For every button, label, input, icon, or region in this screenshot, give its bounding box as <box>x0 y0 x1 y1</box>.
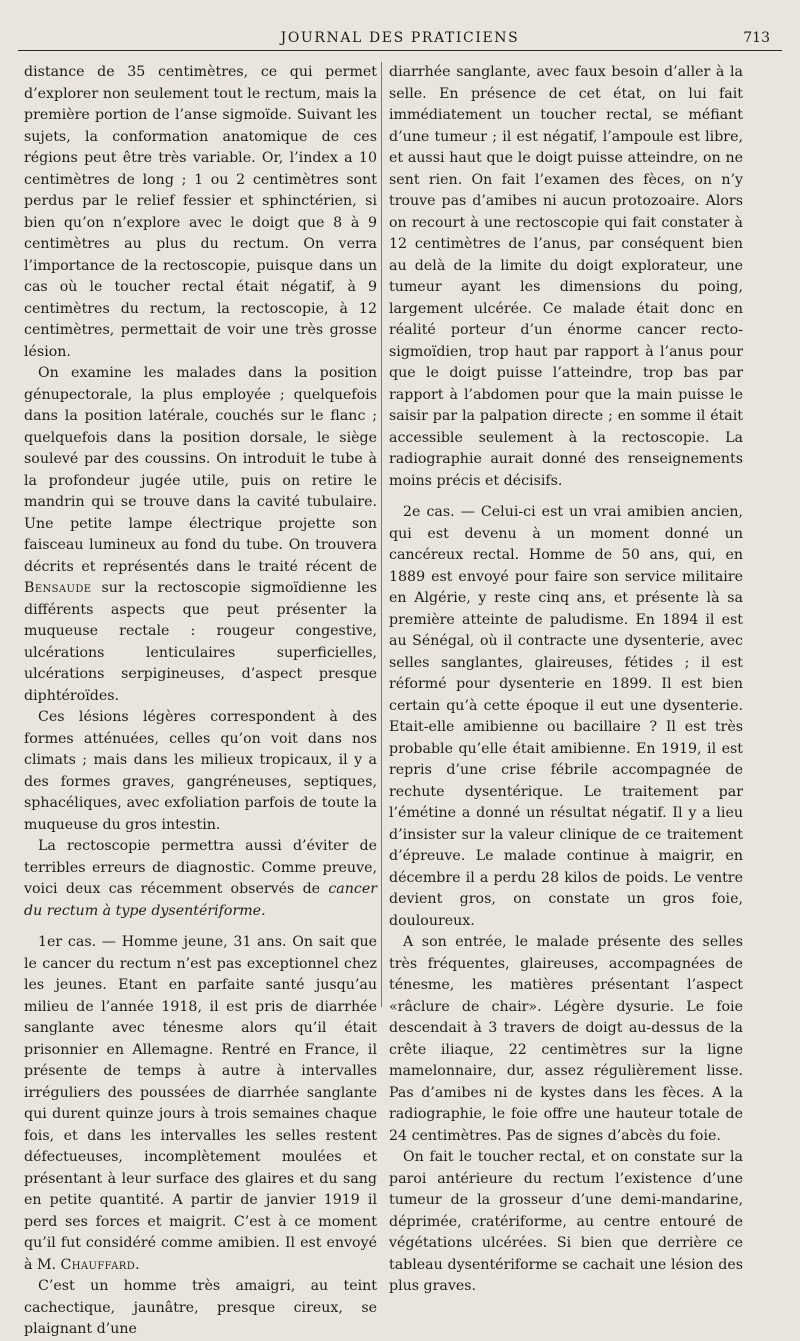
right-column <box>389 62 743 1298</box>
page-header <box>0 28 800 52</box>
page-number: 713 <box>743 30 770 46</box>
journal-title: JOURNAL DES PRATICIENS <box>280 30 520 46</box>
paragraph: On fait le toucher rectal, et on constate sur la paroi antérieure du rectum l’existence d’une tumeur de la grosseur d’une demi-mandarine, déprimée, cratériforme, au centre entouré de végétations ulcérées. Si bien que derrière ce tableau dysentériforme se cachait une lésion des plus graves. <box>389 1149 743 1294</box>
paragraph <box>24 932 377 1276</box>
paragraph: A son entrée, le malade présente des selles très fréquentes, glaireuses, accompagnées de ténesme, les matières présentant l’aspect «râclure de chair». Légère dysurie. Le foie descendait à 3 travers de doigt au-dessus de la crête iliaque, 22 centimètres sur la ligne mamelonnaire, dur, assez régulièrement lisse. Pas d’amibes ni de kystes dans les fèces. A la radiographie, le foie offre une hauteur totale de 24 centimètres. Pas de signes d’abcès du foie. <box>389 934 743 1144</box>
paragraph: Ces lésions légères correspondent à des formes atténuées, celles qu’on voit dans nos climats ; mais dans les milieux tropicaux, il y a des formes graves, gangréneuses, septiques, sphacéliques, avec exfoliation parfois de toute la muqueuse du gros intestin. <box>24 709 377 833</box>
text-run: . <box>135 1256 140 1273</box>
italic-run: cancer du rectum à type dysentériforme. <box>24 881 377 919</box>
paragraph: diarrhée sanglante, avec faux besoin d’aller à la selle. En présence de cet état, on lui fait immédiatement un toucher rectal, se méfiant d’une tumeur ; il est négatif, l’ampoule est libre, et aussi haut que le doigt puisse atteindre, on ne sent rien. On fait l’examen des fèces, on n’y trouve pas d’amibes ni aucun protozoaire. Alors on recourt à une rectoscopie qui fait constater à 12 centimètres de l’anus, par conséquent bien au delà de la limite du doigt explorateur, une tumeur ayant les dimensions du poing, largement ulcérée. Ce malade était donc en réalité porteur d’un énorme cancer recto-sigmoïdien, trop haut par rapport à l’anus pour que le doigt puisse l’atteindre, trop bas par rapport à l’abdomen pour que la main puisse le saisir par la palpation directe ; en somme il était accessible seulement à la rectoscopie. La radiographie aurait donné des renseignements moins précis et décisifs. <box>389 64 743 489</box>
text-run: — Homme jeune, 31 ans. On sait que le cancer du rectum n’est pas exceptionnel chez les jeunes. Etant en parfaite santé jusqu’au milieu de l’année 1918, il est pris de diarrhée sanglante avec ténesme alors qu’il était prisonnier en Allemagne. Rentré en France, il présente de temps à autre à intervalles irréguliers des poussées de diarrhée sanglante qui durent quinze jours à trois semaines chaque fois, et dans les intervalles les selles restent défectueuses, incomplètement moulées et présentant à leur surface des glaires et du sang en petite quantité. A partir de janvier 1919 il perd ses forces et maigrit. C’est à ce moment qu’il fut considéré comme amibien. Il est envoyé à M. <box>24 934 377 1273</box>
case-label: 1er cas. <box>38 934 97 950</box>
header-rule <box>18 50 782 51</box>
paragraph <box>389 502 743 932</box>
left-column <box>24 62 377 1341</box>
column-divider <box>381 62 382 1007</box>
paragraph <box>24 836 377 922</box>
text-run: — Celui-ci est un vrai amibien ancien, qui est devenu à un moment donné un cancéreux rectal. Homme de 50 ans, qui, en 1889 est envoyé pour faire son service militaire en Algérie, y reste cinq ans, et présente là sa première atteinte de paludisme. En 1894 il est au Sénégal, où il contracte une dysenterie, avec selles sanglantes, glaireuses, fétides ; il est réformé pour dysenterie en 1899. Il est bien certain qu’à cette époque il eut une dysenterie. Etait-elle amibienne ou bacillaire ? Il est très probable qu’elle était amibienne. En 1919, il est repris d’une crise fébrile accompagnée de rechute dysentérique. Le traitement par l’émétine a donné un résultat négatif. Il y a lieu d’insister sur la valeur clinique de ce traitement d’épreuve. Le malade continue à maigrir, en décembre il a perdu 28 kilos de poids. Le ventre devient gros, on constate un gros foie, douloureux. <box>389 504 743 929</box>
author-name: Chauffard <box>60 1256 136 1273</box>
text-run: sur la rectoscopie sigmoïdienne les différents aspects que peut présenter la muqueuse rectale : rougeur congestive, ulcérations lenticulaires superficielles, ulcérations serpigineuses, d’aspect presque diphtéroïdes. <box>24 580 377 704</box>
paragraph <box>24 363 377 707</box>
case-label: 2e cas. <box>403 504 455 520</box>
text-run: On examine les malades dans la position génupectorale, la plus employée ; quelquefois dans la position latérale, couchés sur le flanc ; quelquefois dans la position dorsale, le siège soulevé par des coussins. On introduit le tube à la profondeur jugée utile, puis on retire le mandrin qui se trouve dans la cavité tubulaire. Une petite lampe électrique projette son faisceau lumineux au fond du tube. On trouvera décrits et représentés dans le traité récent de <box>24 365 377 575</box>
paragraph: distance de 35 centimètres, ce qui permet d’explorer non seulement tout le rectum, mais la première portion de l’anse sigmoïde. Suivant les sujets, la conformation anatomique de ces régions peut être très variable. Or, l’index a 10 centimètres de long ; 1 ou 2 centimètres sont perdus par le relief fessier et sphinctérien, si bien qu’on n’explore avec le doigt que 8 à 9 centimètres au plus du rectum. On verra l’importance de la rectoscopie, puisque dans un cas où le toucher rectal était négatif, à 9 centimètres du rectum, la rectoscopie, à 12 centimètres, permettait de voir une très grosse lésion. <box>24 64 377 360</box>
paragraph: C’est un homme très amaigri, au teint cachectique, jaunâtre, presque cireux, se plaignant d’une <box>24 1278 377 1337</box>
author-name: Bensaude <box>24 580 92 596</box>
text-run: La rectoscopie permettra aussi d’éviter de terribles erreurs de diagnostic. Comme preuve, voici deux cas récemment observés de <box>24 838 377 897</box>
